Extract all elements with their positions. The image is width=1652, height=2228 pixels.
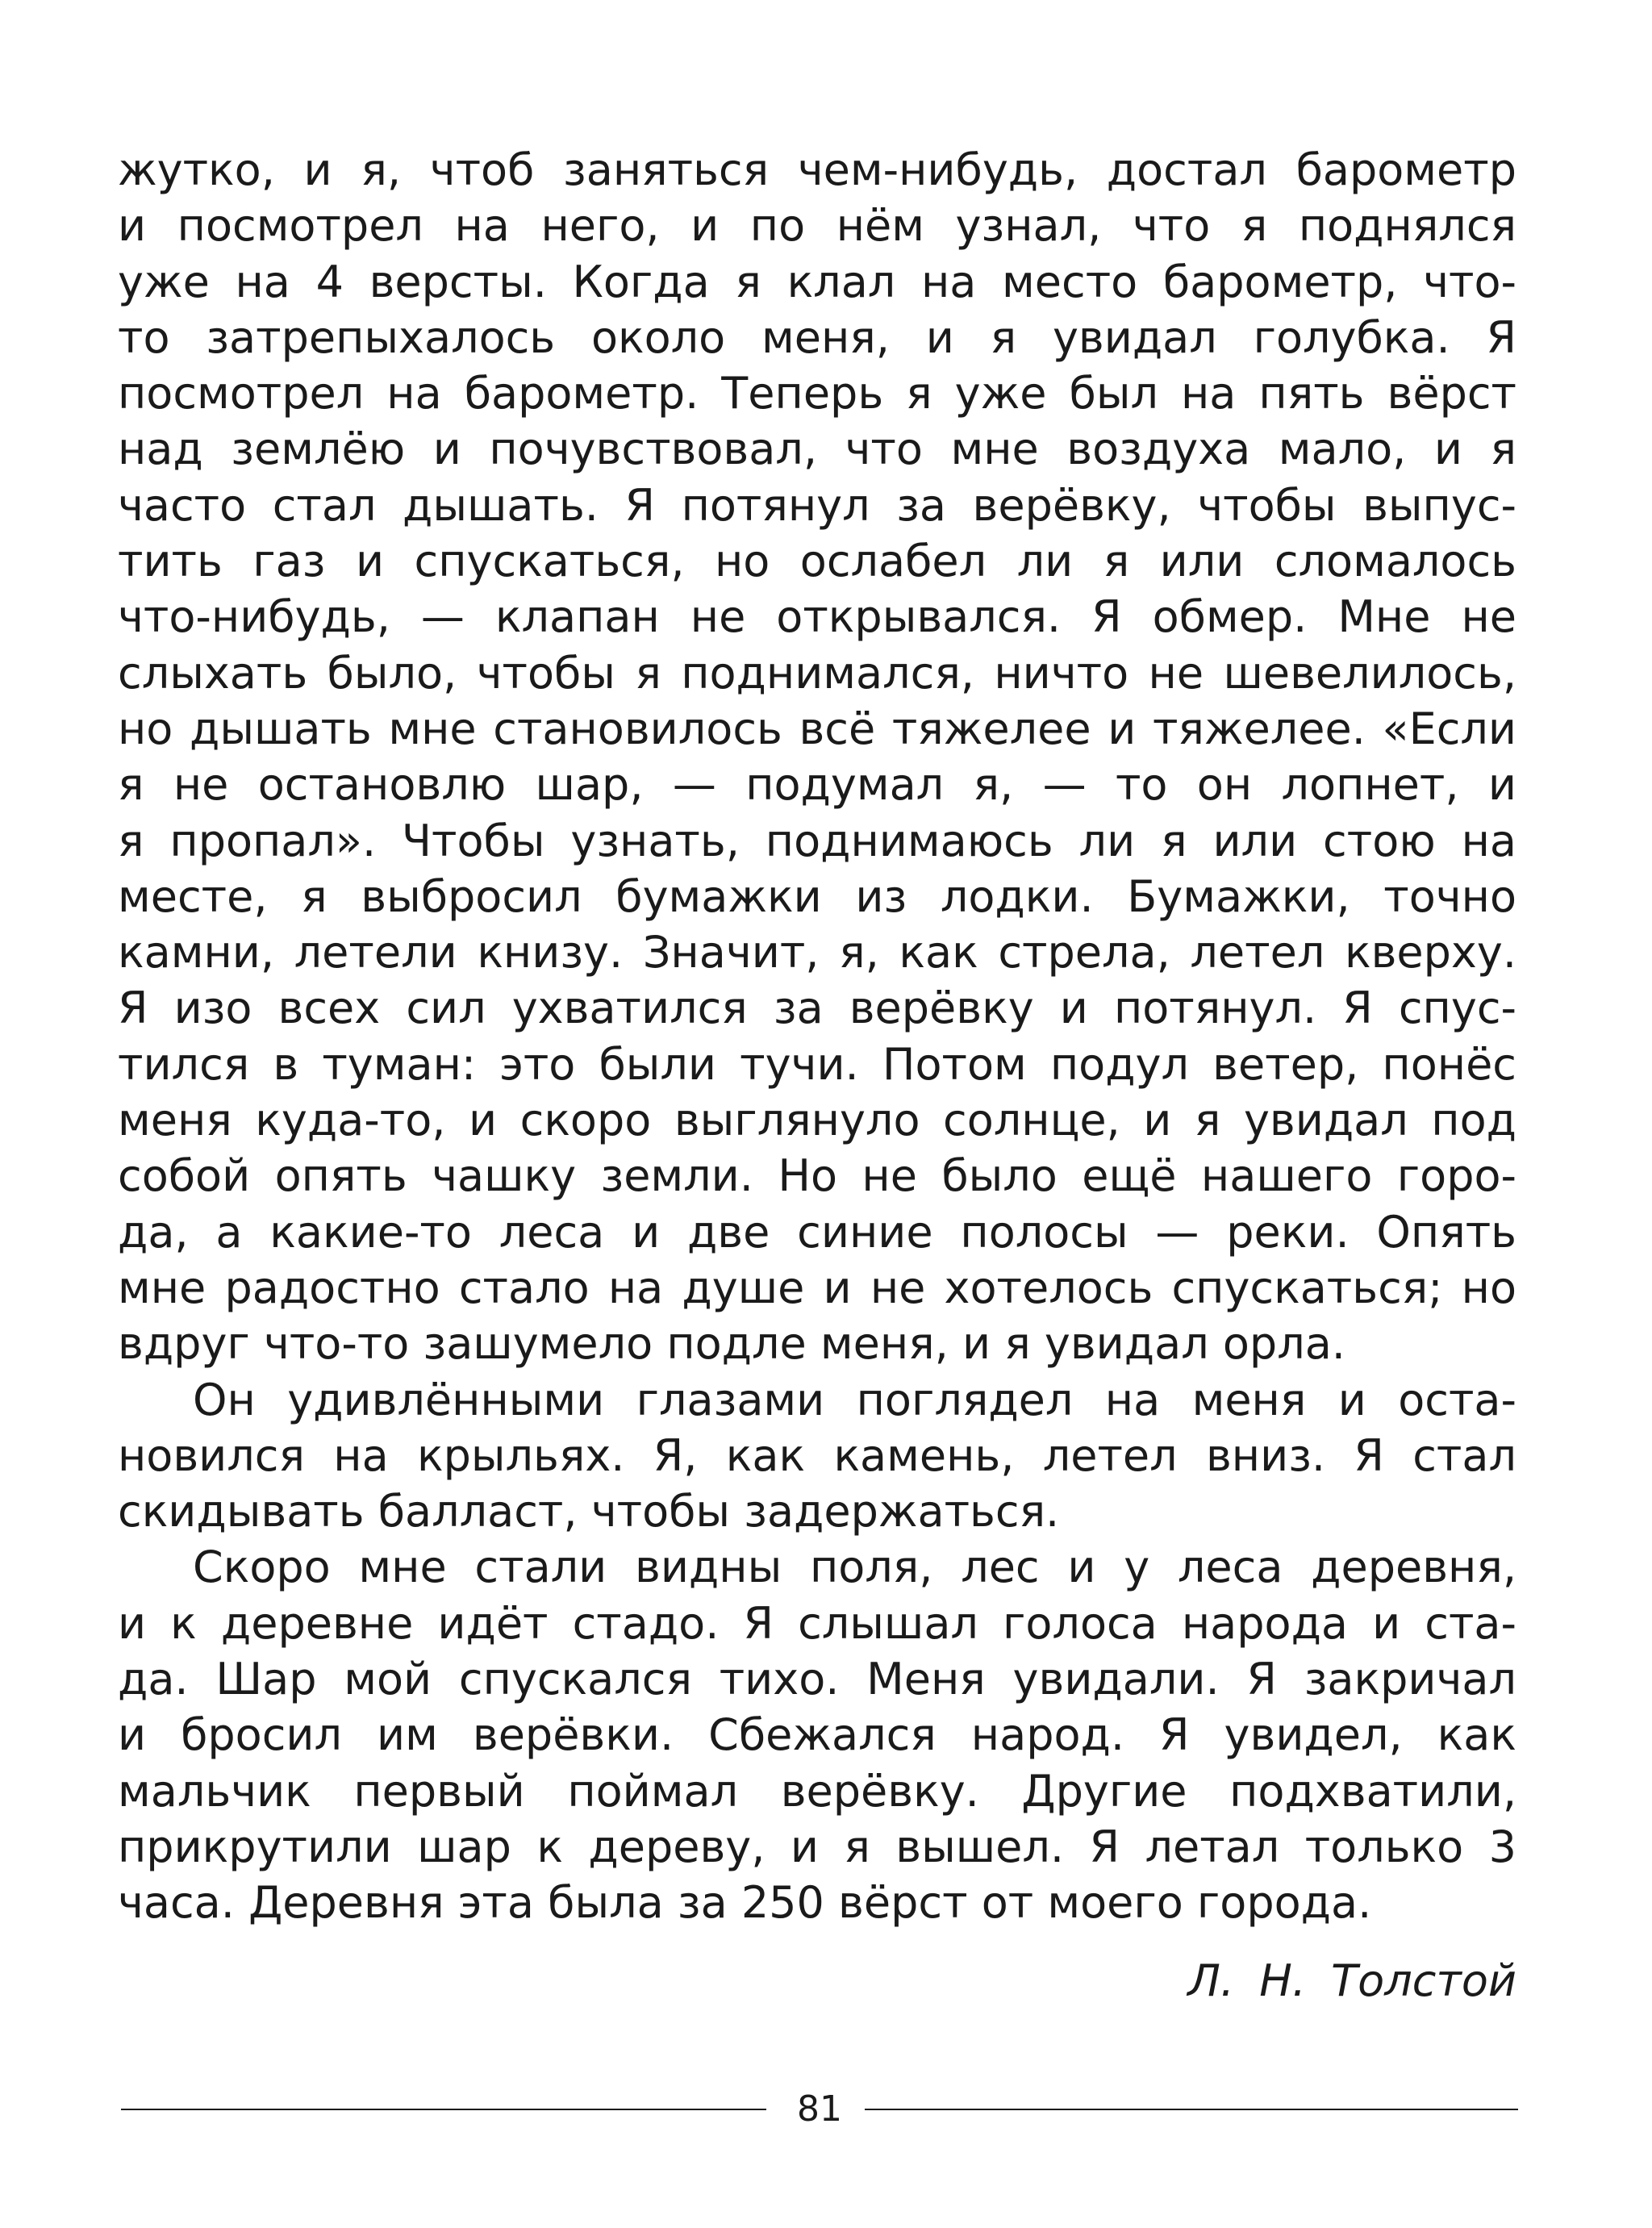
text-line: месте, я выбросил бумажки из лодки. Бумажки, точно bbox=[118, 870, 1516, 922]
text-line: слыхать было, чтобы я поднимался, ничто не шевелилось, bbox=[118, 647, 1516, 699]
text-line: тился в туман: это были тучи. Потом подул ветер, понёс bbox=[118, 1038, 1516, 1090]
text-line: но дышать мне становилось всё тяжелее и тяжелее. «Если bbox=[118, 703, 1516, 754]
text-line: Он удивлёнными глазами поглядел на меня и оста- bbox=[193, 1374, 1516, 1425]
text-line: я пропал». Чтобы узнать, поднимаюсь ли я или стою на bbox=[118, 815, 1516, 866]
text-line: камни, летели книзу. Значит, я, как стрела, летел кверху. bbox=[118, 927, 1516, 978]
text-line: тить газ и спускаться, но ослабел ли я или сломалось bbox=[118, 536, 1516, 587]
text-line: над землёю и почувствовал, что мне воздуха мало, и я bbox=[118, 423, 1516, 475]
footer-rule-left bbox=[121, 2109, 766, 2110]
text-line: да. Шар мой спускался тихо. Меня увидали. Я закричал bbox=[118, 1654, 1516, 1705]
paragraph bbox=[118, 1539, 1516, 1930]
text-line: собой опять чашку земли. Но не было ещё нашего горо- bbox=[118, 1150, 1516, 1202]
text-line: и к деревне идёт стадо. Я слышал голоса народа и ста- bbox=[118, 1597, 1516, 1649]
text-line: скидывать балласт, чтобы задержаться. bbox=[118, 1486, 1060, 1537]
text-line: мне радостно стало на душе и не хотелось спускаться; но bbox=[118, 1262, 1516, 1313]
paragraph bbox=[118, 142, 1516, 1372]
text-line: мальчик первый поймал верёвку. Другие подхватили, bbox=[118, 1765, 1516, 1817]
text-line: уже на 4 версты. Когда я клал на место барометр, что- bbox=[118, 256, 1516, 307]
text-line: то затрепыхалось около меня, и я увидал голубка. Я bbox=[118, 311, 1516, 363]
footer-rule-right bbox=[865, 2109, 1518, 2110]
page-number: 81 bbox=[797, 2088, 842, 2130]
text-line: часа. Деревня эта была за 250 вёрст от моего города. bbox=[118, 1877, 1372, 1929]
text-line: Скоро мне стали видны поля, лес и у леса деревня, bbox=[193, 1542, 1516, 1593]
text-line: я не остановлю шар, — подумал я, — то он лопнет, и bbox=[118, 759, 1516, 811]
text-line: и бросил им верёвки. Сбежался народ. Я увидел, как bbox=[118, 1709, 1516, 1761]
text-line: часто стал дышать. Я потянул за верёвку, чтобы выпус- bbox=[118, 479, 1516, 531]
text-line: прикрутили шар к дереву, и я вышел. Я летал только 3 bbox=[118, 1821, 1516, 1872]
author-signature: Л. Н. Толстой bbox=[1187, 1955, 1516, 2006]
text-line: вдруг что-то зашумело подле меня, и я увидал орла. bbox=[118, 1318, 1345, 1370]
page-footer bbox=[121, 2081, 1518, 2138]
paragraph bbox=[118, 1372, 1516, 1540]
text-line: что-нибудь, — клапан не открывался. Я обмер. Мне не bbox=[118, 591, 1516, 643]
text-line: меня куда-то, и скоро выглянуло солнце, и я увидал под bbox=[118, 1095, 1516, 1146]
text-line: посмотрел на барометр. Теперь я уже был на пять вёрст bbox=[118, 368, 1516, 419]
text-line: жутко, и я, чтоб заняться чем-нибудь, достал барометр bbox=[118, 144, 1516, 195]
text-body bbox=[118, 142, 1516, 1931]
text-line: да, а какие-то леса и две синие полосы — реки. Опять bbox=[118, 1206, 1516, 1258]
text-line: Я изо всех сил ухватился за верёвку и потянул. Я спус- bbox=[118, 983, 1516, 1034]
text-line: новился на крыльях. Я, как камень, летел вниз. Я стал bbox=[118, 1429, 1516, 1481]
text-line: и посмотрел на него, и по нём узнал, что я поднялся bbox=[118, 200, 1516, 252]
